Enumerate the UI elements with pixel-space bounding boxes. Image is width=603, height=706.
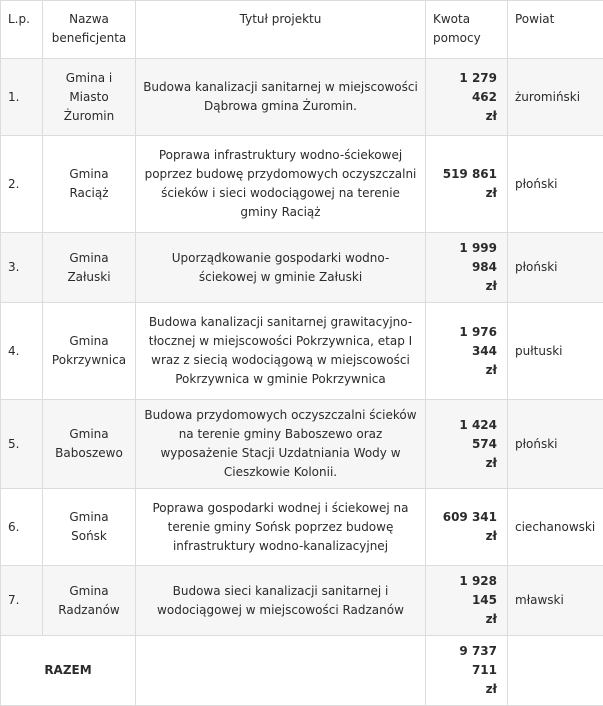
table-body	[1, 59, 603, 636]
total-amount-cell	[426, 636, 508, 706]
cell-amount	[426, 489, 508, 566]
amount-value: 1 976 344	[459, 325, 497, 358]
cell-county: płoński	[508, 400, 603, 489]
total-amount: 9 737 711	[459, 644, 497, 677]
cell-amount	[426, 59, 508, 136]
cell-title: Poprawa infrastruktury wodno-ściekowej poprzez budowę przydomowych oczyszczalni ścieków i sieci wodociągowej na terenie gminy Raciąż	[136, 136, 426, 233]
amount-value: 1 928 145	[459, 574, 497, 607]
cell-lp: 1.	[1, 59, 43, 136]
table-header	[1, 1, 603, 59]
cell-county: płoński	[508, 233, 603, 303]
total-label: RAZEM	[1, 636, 136, 706]
header-lp: L.p.	[1, 1, 43, 59]
cell-amount	[426, 566, 508, 636]
header-beneficiary: Nazwa beneficjenta	[43, 1, 136, 59]
cell-title: Budowa kanalizacji sanitarnej grawitacyjno-tłocznej w miejscowości Pokrzywnica, etap I wraz z siecią wodociągową w miejscowości Pokrzywnica w gminie Pokrzywnica	[136, 303, 426, 400]
cell-amount	[426, 233, 508, 303]
cell-title: Budowa przydomowych oczyszczalni ścieków na terenie gminy Baboszewo oraz wyposażenie Stacji Uzdatniania Wody w Cieszkowie Kolonii.	[136, 400, 426, 489]
total-currency: zł	[433, 680, 497, 699]
amount-value: 609 341	[443, 510, 497, 524]
cell-beneficiary: Gmina Pokrzywnica	[43, 303, 136, 400]
table-row	[1, 59, 603, 136]
header-title: Tytuł projektu	[136, 1, 426, 59]
cell-amount	[426, 136, 508, 233]
cell-beneficiary: Gmina Baboszewo	[43, 400, 136, 489]
amount-value: 1 999 984	[459, 241, 497, 274]
cell-county: mławski	[508, 566, 603, 636]
cell-amount	[426, 400, 508, 489]
cell-title: Uporządkowanie gospodarki wodno-ściekowej w gminie Załuski	[136, 233, 426, 303]
table-row	[1, 489, 603, 566]
amount-currency: zł	[486, 529, 497, 543]
header-row	[1, 1, 603, 59]
cell-beneficiary: Gmina Radzanów	[43, 566, 136, 636]
table-footer	[1, 636, 603, 706]
cell-beneficiary: Gmina Sońsk	[43, 489, 136, 566]
total-row	[1, 636, 603, 706]
cell-county: żuromiński	[508, 59, 603, 136]
header-county: Powiat	[508, 1, 603, 59]
cell-county: płoński	[508, 136, 603, 233]
amount-currency: zł	[433, 361, 497, 380]
amount-currency: zł	[433, 610, 497, 629]
table-row	[1, 400, 603, 489]
total-empty-cell	[136, 636, 426, 706]
header-amount: Kwota pomocy	[426, 1, 508, 59]
amount-currency: zł	[433, 454, 497, 473]
cell-county: ciechanowski	[508, 489, 603, 566]
cell-title: Budowa kanalizacji sanitarnej w miejscowości Dąbrowa gmina Żuromin.	[136, 59, 426, 136]
cell-lp: 5.	[1, 400, 43, 489]
cell-county: pułtuski	[508, 303, 603, 400]
cell-lp: 7.	[1, 566, 43, 636]
total-county-cell	[508, 636, 603, 706]
amount-value: 519 861	[443, 167, 497, 181]
amount-currency: zł	[486, 186, 497, 200]
amount-currency: zł	[433, 277, 497, 296]
cell-beneficiary: Gmina Załuski	[43, 233, 136, 303]
table-row	[1, 136, 603, 233]
cell-title: Poprawa gospodarki wodnej i ściekowej na terenie gminy Sońsk poprzez budowę infrastruktury wodno-kanalizacyjnej	[136, 489, 426, 566]
table-row	[1, 303, 603, 400]
cell-beneficiary: Gmina Raciąż	[43, 136, 136, 233]
amount-value: 1 424 574	[459, 418, 497, 451]
cell-lp: 3.	[1, 233, 43, 303]
amount-currency: zł	[433, 107, 497, 126]
cell-lp: 6.	[1, 489, 43, 566]
table-row	[1, 566, 603, 636]
table-row	[1, 233, 603, 303]
cell-title: Budowa sieci kanalizacji sanitarnej i wodociągowej w miejscowości Radzanów	[136, 566, 426, 636]
amount-value: 1 279 462	[459, 71, 497, 104]
cell-beneficiary: Gmina i Miasto Żuromin	[43, 59, 136, 136]
cell-lp: 4.	[1, 303, 43, 400]
cell-lp: 2.	[1, 136, 43, 233]
cell-amount	[426, 303, 508, 400]
